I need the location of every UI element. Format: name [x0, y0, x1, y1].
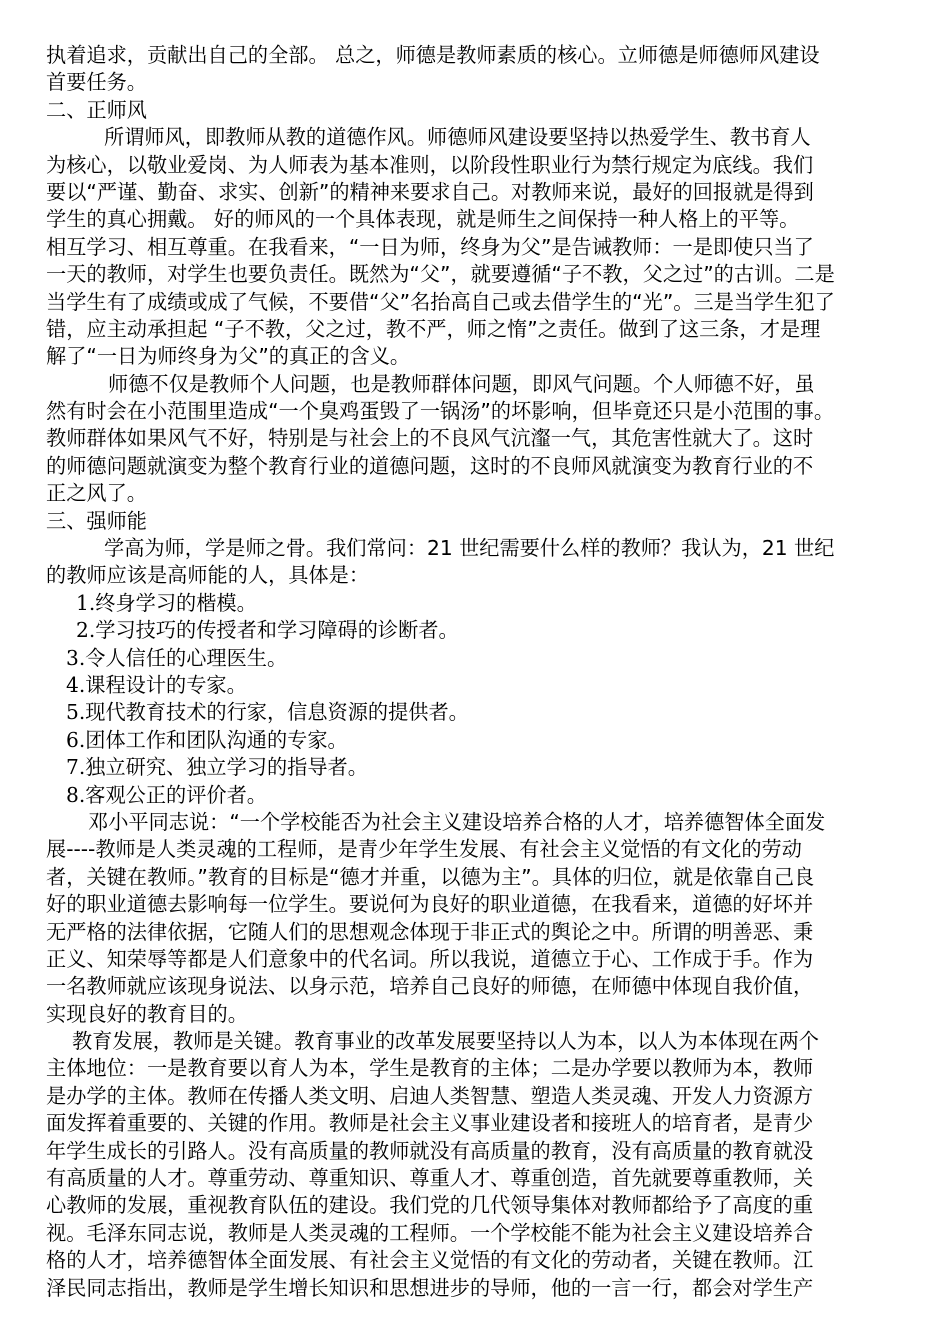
- text-line: 展----教师是人类灵魂的工程师，是青少年学生发展、有社会主义觉悟的有文化的劳动: [46, 837, 802, 862]
- list-number: 6.: [66, 727, 86, 752]
- fazhan-paragraph: [46, 1028, 910, 1302]
- list-text: 课程设计的专家。: [85, 672, 247, 697]
- text-line: 有高质量的人才。尊重劳动、尊重知识、尊重人才、尊重创造，首先就要尊重教师，关: [46, 1166, 814, 1191]
- deng-paragraph: [46, 809, 910, 1028]
- text-line: 年学生成长的引路人。没有高质量的教师就没有高质量的教育，没有高质量的教育就没: [46, 1138, 814, 1163]
- shifeng-paragraph: [46, 124, 910, 371]
- qunti-paragraph: [46, 371, 910, 508]
- list-number: 3.: [66, 645, 86, 670]
- shineng-paragraph: [46, 535, 910, 590]
- text-line: 当学生有了成绩或成了气候，不要借“父”名抬高自己或去借学生的“光”。三是当学生犯了: [46, 289, 835, 314]
- text-line: 无严格的法律依据，它随人们的思想观念体现于非正式的舆论之中。所谓的明善恶、秉: [46, 919, 814, 944]
- text-line: 教育发展，教师是关键。教育事业的改革发展要坚持以人为本，以人为本体现在两个: [72, 1029, 819, 1054]
- text-line: 相互学习、相互尊重。在我看来，“一日为师，终身为父”是告诫教师：一是即使只当了: [46, 234, 814, 259]
- list-item: [46, 699, 910, 726]
- section-heading-shifeng: 二、正师风: [46, 97, 147, 122]
- list-number: 8.: [66, 782, 86, 807]
- list-text: 独立研究、独立学习的指导者。: [85, 755, 368, 780]
- list-text: 现代教育技术的行家，信息资源的提供者。: [85, 700, 469, 725]
- text-line: 一名教师就应该现身说法、以身示范，培养自己良好的师德，在师德中体现自我价值，: [46, 974, 814, 999]
- text-line: 实现良好的教育目的。: [46, 1001, 248, 1026]
- text-line: 的师德问题就演变为整个教育行业的道德问题，这时的不良师风就演变为教育行业的不: [46, 453, 814, 478]
- list-text: 团体工作和团队沟通的专家。: [85, 727, 348, 752]
- text-line: 学高为师，学是师之骨。我们常问：21 世纪需要什么样的教师？我认为，21 世纪: [104, 536, 835, 561]
- numbered-list: [46, 590, 910, 809]
- list-number: 7.: [66, 755, 86, 780]
- text-line: 学生的真心拥戴。 好的师风的一个具体表现，就是师生之间保持一种人格上的平等。: [46, 207, 800, 232]
- list-item: [46, 617, 910, 644]
- text-line: 格的人才，培养德智体全面发展、有社会主义觉悟的有文化的劳动者，关键在教师。江: [46, 1248, 814, 1273]
- list-number: 1.: [76, 590, 96, 615]
- text-line: 解了“一日为师终身为父”的真正的含义。: [46, 344, 411, 369]
- list-item: [46, 782, 910, 809]
- text-line: 正之风了。: [46, 481, 147, 506]
- text-line: 首要任务。: [46, 70, 147, 95]
- list-text: 客观公正的评价者。: [85, 782, 267, 807]
- text-line: 泽民同志指出，教师是学生增长知识和思想进步的导师，他的一言一行，都会对学生产: [46, 1275, 814, 1300]
- text-line: 师德不仅是教师个人问题，也是教师群体问题，即风气问题。个人师德不好，虽: [108, 371, 815, 396]
- text-line: 面发挥着重要的、关键的作用。教师是社会主义事业建设者和接班人的培育者，是青少: [46, 1111, 814, 1136]
- list-item: [46, 727, 910, 754]
- text-line: 心教师的发展，重视教育队伍的建设。我们党的几代领导集体对教师都给予了高度的重: [46, 1193, 814, 1218]
- text-line: 者，关键在教师。”教育的目标是“德才并重，以德为主”。具体的归位，就是依靠自己良: [46, 864, 815, 889]
- text-line: 一天的教师，对学生也要负责任。既然为“父”，就要遵循“子不教，父之过”的古训。二是: [46, 262, 835, 287]
- list-number: 5.: [66, 700, 86, 725]
- list-item: [46, 645, 910, 672]
- text-line: 主体地位：一是教育要以育人为本，学生是教育的主体；二是办学要以教师为本，教师: [46, 1056, 814, 1081]
- list-item: [46, 754, 910, 781]
- intro-paragraph: [46, 42, 910, 97]
- text-line: 正义、知荣辱等都是人们意象中的代名词。所以我说，道德立于心、工作成于手。作为: [46, 946, 814, 971]
- text-line: 然有时会在小范围里造成“一个臭鸡蛋毁了一锅汤”的坏影响，但毕竟还只是小范围的事。: [46, 399, 835, 424]
- text-line: 是办学的主体。教师在传播人类文明、启迪人类智慧、塑造人类灵魂、开发人力资源方: [46, 1083, 814, 1108]
- list-item: [46, 590, 910, 617]
- text-line: 错，应主动承担起 “子不教，父之过，教不严，师之惰”之责任。做到了这三条，才是理: [46, 316, 821, 341]
- list-text: 学习技巧的传授者和学习障碍的诊断者。: [95, 618, 459, 643]
- text-line: 要以“严谨、勤奋、求实、创新”的精神来要求自己。对教师来说，最好的回报就是得到: [46, 179, 814, 204]
- document-page: [46, 42, 910, 1302]
- list-text: 终身学习的楷模。: [95, 590, 257, 615]
- section-heading-shineng: 三、强师能: [46, 508, 147, 533]
- text-line: 教师群体如果风气不好，特别是与社会上的不良风气沆瀣一气，其危害性就大了。这时: [46, 426, 814, 451]
- list-item: [46, 672, 910, 699]
- text-line: 好的职业道德去影响每一位学生。要说何为良好的职业道德，在我看来，道德的好坏并: [46, 892, 814, 917]
- text-line: 邓小平同志说：“一个学校能否为社会主义建设培养合格的人才，培养德智体全面发: [88, 809, 826, 834]
- text-line: 为核心，以敬业爱岗、为人师表为基本准则，以阶段性职业行为禁行规定为底线。我们: [46, 152, 814, 177]
- list-number: 4.: [66, 672, 86, 697]
- list-number: 2.: [76, 618, 96, 643]
- text-line: 所谓师风，即教师从教的道德作风。师德师风建设要坚持以热爱学生、教书育人: [104, 125, 811, 150]
- text-line: 的教师应该是高师能的人，具体是：: [46, 563, 370, 588]
- list-text: 令人信任的心理医生。: [85, 645, 288, 670]
- text-line: 视。毛泽东同志说，教师是人类灵魂的工程师。一个学校能不能为社会主义建设培养合: [46, 1220, 814, 1245]
- text-line: 执着追求，贡献出自己的全部。 总之，师德是教师素质的核心。立师德是师德师风建设: [46, 43, 820, 67]
